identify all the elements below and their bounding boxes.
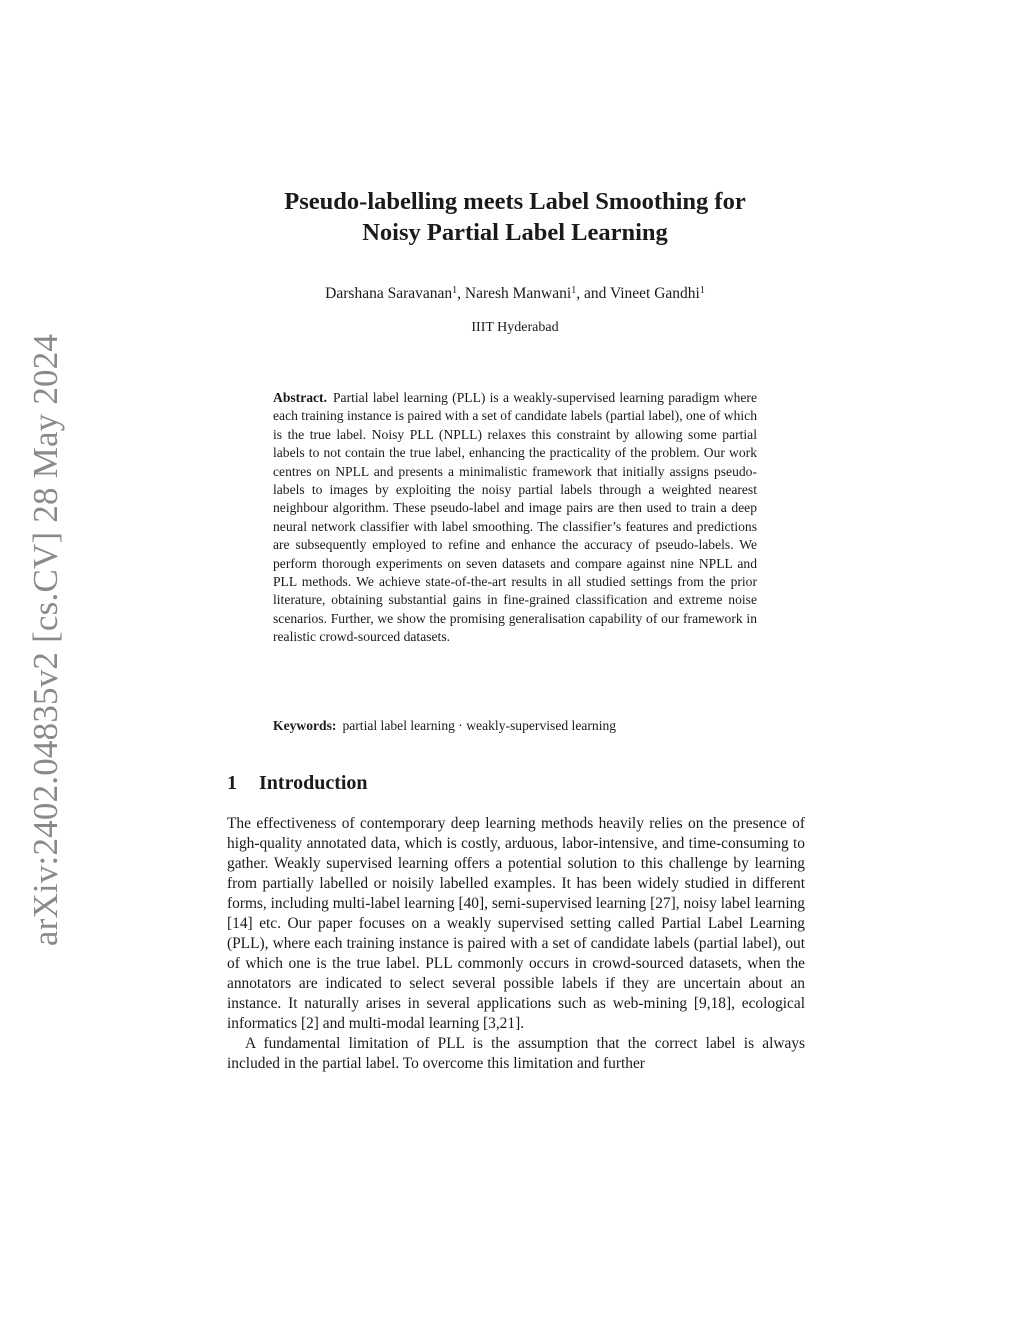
paper-title-line-1: Pseudo-labelling meets Label Smoothing for [284,188,746,215]
author-affiliation-mark: 1 [452,285,458,296]
paragraph: The effectiveness of contemporary deep learning methods heavily relies on the presence of high-quality annotated data, which is costly, arduous, labor-intensive, and time-consuming to gather. Weakly supervised learning offers a potential solution to this challenge by learning from partially labelled or noisily labelled examples. It has been widely studied in different forms, including multi-label learning [40], semi-supervised learning [27], noisy label learning [14] etc. Our paper focuses on a weakly supervised setting called Partial Label Learning (PLL), where each training instance is paired with a set of candidate labels (partial label), out of which one is the true label. PLL commonly occurs in crowd-sourced datasets, when the annotators are indicated to select several possible labels if they are uncertain about an instance. It naturally arises in several applications such as web-mining [9,18], ecological informatics [2] and multi-modal learning [3,21]. [227,815,805,1032]
keywords-label: Keywords: [273,718,337,733]
paper-title-line-2: Noisy Partial Label Learning [362,219,668,246]
section-heading [227,770,368,796]
abstract-label: Abstract. [273,390,327,405]
author-affiliation-mark: 1 [699,285,705,296]
introduction-body [227,814,805,1074]
author-name: Vineet Gandhi [609,285,700,302]
author-name: Darshana Saravanan [325,285,453,302]
arxiv-identifier-stamp [22,333,70,947]
author-affiliation-mark: 1 [571,285,577,296]
author-separator: , and [576,285,610,302]
author-list [220,284,810,304]
abstract-text: Partial label learning (PLL) is a weakly-supervised learning paradigm where each training instance is paired with a set of candidate labels (partial label), one of which is the true label. Noisy PLL (NPLL) relaxes this constraint by allowing some partial labels to not contain the true label, enhancing the practicality of the problem. Our work centres on NPLL and presents a minimalistic framework that initially assigns pseudo-labels to images by exploiting the noisy partial labels through a weighted nearest neighbour algorithm. These pseudo-label and image pairs are then used to train a deep neural network classifier with label smoothing. The classifier’s features and predictions are subsequently employed to refine and enhance the accuracy of pseudo-labels. We perform thorough experiments on seven datasets and compare against nine NPLL and PLL methods. We achieve state-of-the-art results in all studied settings from the prior literature, obtaining substantial gains in fine-grained classification and extreme noise scenarios. Further, we show the promising generalisation capability of our framework in realistic crowd-sourced datasets. [273,390,757,645]
paper-title [220,186,810,248]
section-title: Introduction [259,772,368,794]
keywords-text: partial label learning · weakly-supervised learning [342,718,617,733]
paragraph: A fundamental limitation of PLL is the assumption that the correct label is always included in the partial label. To overcome this limitation and further [227,1035,805,1072]
author-separator: , [457,285,465,302]
affiliation: IIIT Hyderabad [471,320,559,335]
keywords [273,717,757,735]
arxiv-identifier-text: arXiv:2402.04835v2 [cs.CV] 28 May 2024 [26,333,66,947]
section-number: 1 [227,772,237,794]
author-name: Naresh Manwani [464,285,572,302]
abstract [273,389,757,647]
